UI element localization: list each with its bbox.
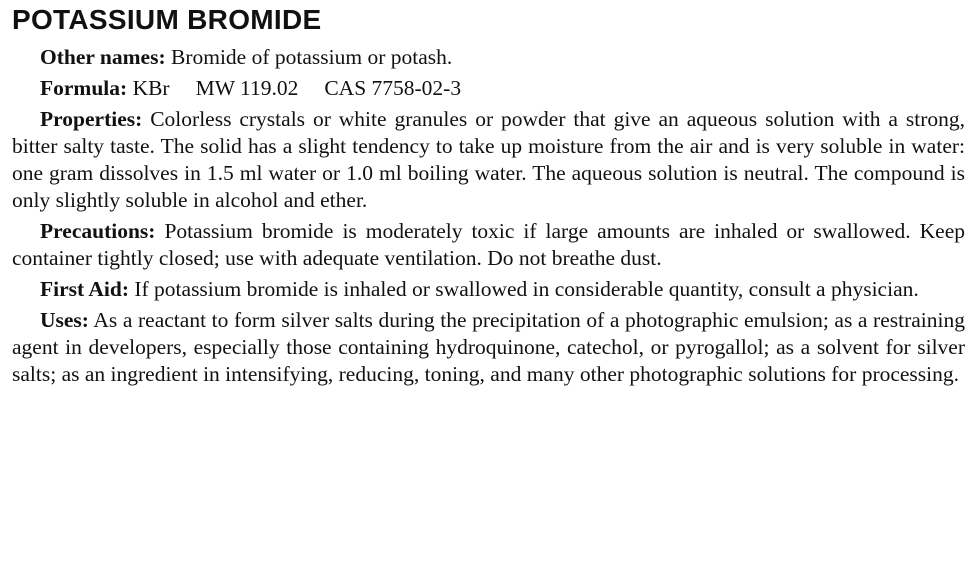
entry-title: POTASSIUM BROMIDE — [12, 4, 322, 35]
formula-value: KBr — [132, 76, 170, 100]
first-aid-paragraph — [12, 276, 965, 303]
properties-label: Properties: — [40, 107, 143, 131]
uses-label: Uses: — [40, 308, 89, 332]
molecular-weight: MW 119.02 — [195, 76, 299, 100]
uses-paragraph — [12, 307, 965, 388]
other-names-label: Other names: — [40, 45, 166, 69]
precautions-label: Precautions: — [40, 219, 156, 243]
cas-number: CAS 7758-02-3 — [324, 76, 462, 100]
formula-paragraph — [12, 75, 965, 102]
precautions-text: Potassium bromide is moderately toxic if large amounts are inhaled or swallowed. Keep container tightly closed; use with adequate ventilation. Do not breathe dust. — [12, 219, 965, 270]
other-names-text: Bromide of potassium or potash. — [170, 45, 453, 69]
properties-text: Colorless crystals or white granules or powder that give an aqueous solution with a strong, bitter salty taste. The solid has a slight tendency to take up moisture from the air and is very soluble in water: one gram dissolves in 1.5 ml water or 1.0 ml boiling water. The aqueous solution is neutral. The compound is only slightly soluble in alcohol and ether. — [12, 107, 966, 212]
first-aid-label: First Aid: — [40, 277, 129, 301]
precautions-paragraph — [12, 218, 965, 272]
other-names-paragraph — [12, 44, 965, 71]
properties-paragraph — [12, 106, 965, 214]
uses-text: As a reactant to form silver salts during the precipitation of a photographic emulsion; as a restraining agent in developers, especially those containing hydroquinone, catechol, or pyrogallol; as a solvent for silver salts; as an ingredient in intensifying, reducing, toning, and many other photographic solutions for processing. — [12, 308, 965, 386]
formula-label: Formula: — [40, 76, 128, 100]
first-aid-text: If potassium bromide is inhaled or swallowed in considerable quantity, consult a physician. — [134, 277, 919, 301]
